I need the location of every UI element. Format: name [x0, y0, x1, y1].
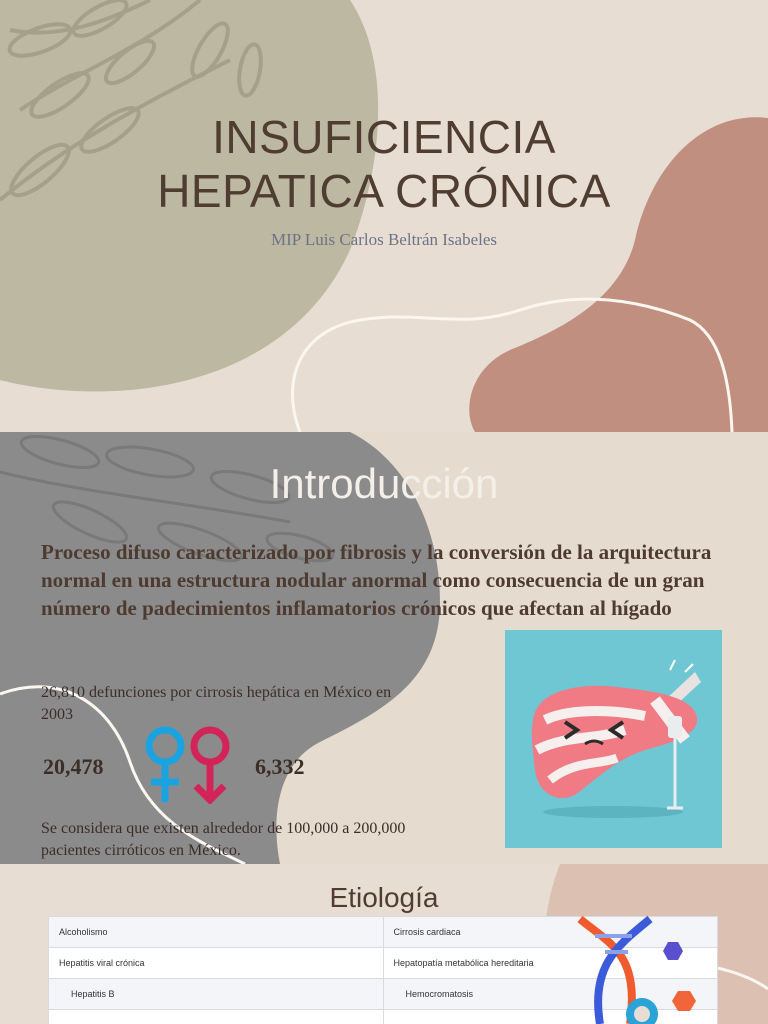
male-deaths-count: 20,478: [43, 754, 104, 779]
deaths-statistic: 26,810 defunciones por cirrosis hepática en México en 2003: [41, 684, 392, 723]
table-cell: Hepatitis viral crónica: [49, 948, 384, 979]
male-symbol-icon: [143, 724, 187, 804]
introduction-slide: [0, 432, 768, 864]
author-subtitle: MIP Luis Carlos Beltrán Isabeles: [271, 230, 497, 249]
table-cell: [49, 1010, 384, 1024]
female-deaths-count: 6,332: [255, 754, 305, 779]
table-cell: Alcoholismo: [49, 917, 384, 948]
table-cell: Hemocromatosis: [383, 979, 718, 1010]
female-symbol-icon: [188, 724, 232, 804]
table-cell: Cirrosis cardiaca: [383, 917, 718, 948]
dna-icon: [570, 914, 720, 1024]
main-title: [0, 110, 768, 218]
etiology-slide: [0, 864, 768, 1024]
title-slide: [0, 0, 768, 432]
patients-note: Se considera que existen alrededor de 100,000 a 200,000 pacientes cirróticos en México.: [41, 820, 406, 859]
table-cell: Hepatopatía metabólica hereditaria: [383, 948, 718, 979]
table-cell: Hepatitis B: [49, 979, 384, 1010]
sick-liver-illustration: [505, 630, 722, 848]
introduction-title: Introducción: [269, 460, 499, 507]
main-title-line1: INSUFICIENCIA: [212, 111, 556, 163]
main-title-line2: HEPATICA CRÓNICA: [157, 165, 611, 217]
definition-paragraph: Proceso difuso caracterizado por fibrosis y la conversión de la arquitectura normal en una estructura nodular anormal como consecuencia de un gran número de padecimientos inflamatorios crónicos que afectan al hígado: [41, 540, 712, 620]
etiology-title: Etiología: [329, 882, 439, 913]
